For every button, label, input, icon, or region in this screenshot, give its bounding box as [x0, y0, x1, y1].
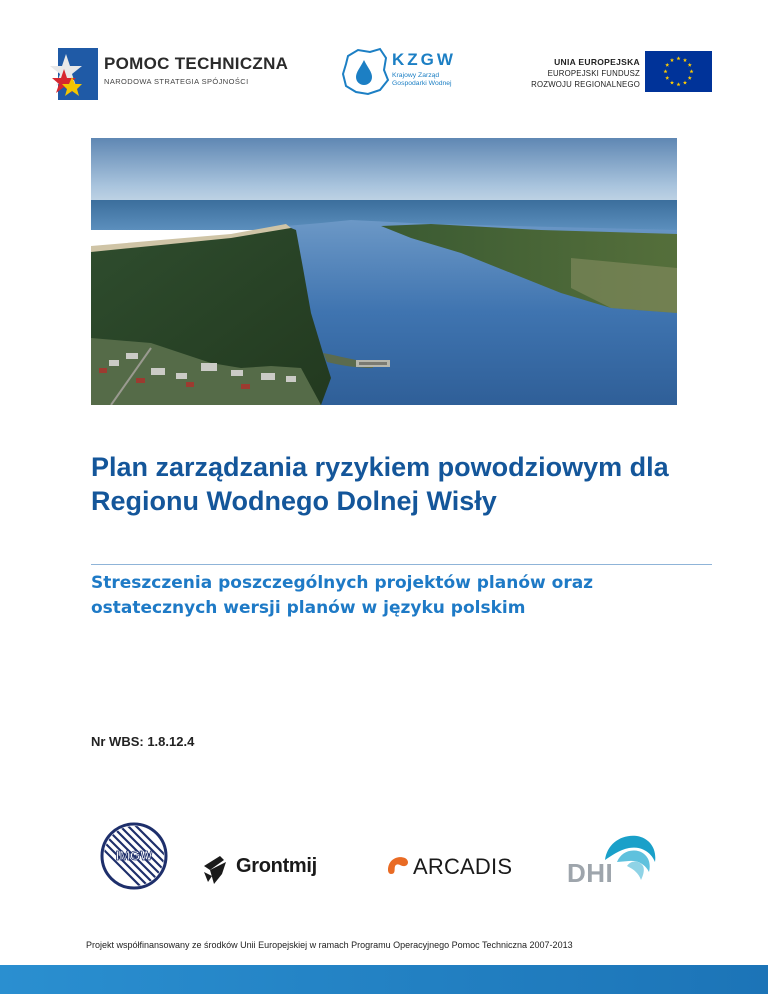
eu-flag-icon	[645, 51, 712, 92]
title-divider	[91, 564, 712, 565]
grontmij-mark-icon	[200, 850, 232, 886]
kzgw-name-line1: Krajowy Zarząd	[392, 72, 440, 79]
poland-map-drop-icon	[340, 46, 390, 98]
cofinancing-note: Projekt współfinansowany ze środków Unii Europejskiej w ramach Programu Operacyjnego Pomoc Techniczna 2007-2013	[86, 940, 573, 950]
dhi-text: DHI	[567, 858, 614, 888]
wbs-number: Nr WBS: 1.8.12.4	[91, 734, 195, 749]
kzgw-acronym: KZGW	[392, 50, 456, 69]
eu-label	[505, 56, 640, 90]
footer-bar	[0, 965, 768, 994]
pomoc-techniczna-emblem-icon	[48, 44, 102, 104]
imgw-logo	[100, 822, 168, 890]
grontmij-text: Grontmij	[236, 855, 317, 877]
kzgw-logo	[340, 46, 480, 106]
grontmij-logo	[200, 850, 350, 886]
document-subtitle: Streszczenia poszczególnych projektów planów oraz ostatecznych wersji planów w języku polskim	[91, 573, 594, 618]
eu-line-regional: ROZWOJU REGIONALNEGO	[531, 80, 640, 89]
arcadis-mark-icon	[385, 852, 411, 878]
eu-line-union: UNIA EUROPEJSKA	[554, 57, 640, 67]
kzgw-name-line2: Gospodarki Wodnej	[392, 80, 452, 87]
eu-line-fund: EUROPEJSKI FUNDUSZ	[547, 69, 640, 78]
imgw-text: IMGW	[115, 848, 153, 863]
dhi-logo	[565, 832, 660, 888]
hero-aerial-photo	[91, 138, 677, 405]
arcadis-logo	[385, 852, 535, 882]
pomoc-techniczna-title: POMOC TECHNICZNA	[104, 54, 289, 73]
pomoc-techniczna-logo	[48, 44, 288, 104]
document-title: Plan zarządzania ryzykiem powodziowym dla Regionu Wodnego Dolnej Wisły	[91, 452, 669, 516]
arcadis-text: ARCADIS	[413, 854, 513, 879]
pomoc-techniczna-subtitle: NARODOWA STRATEGIA SPÓJNOŚCI	[104, 77, 249, 86]
